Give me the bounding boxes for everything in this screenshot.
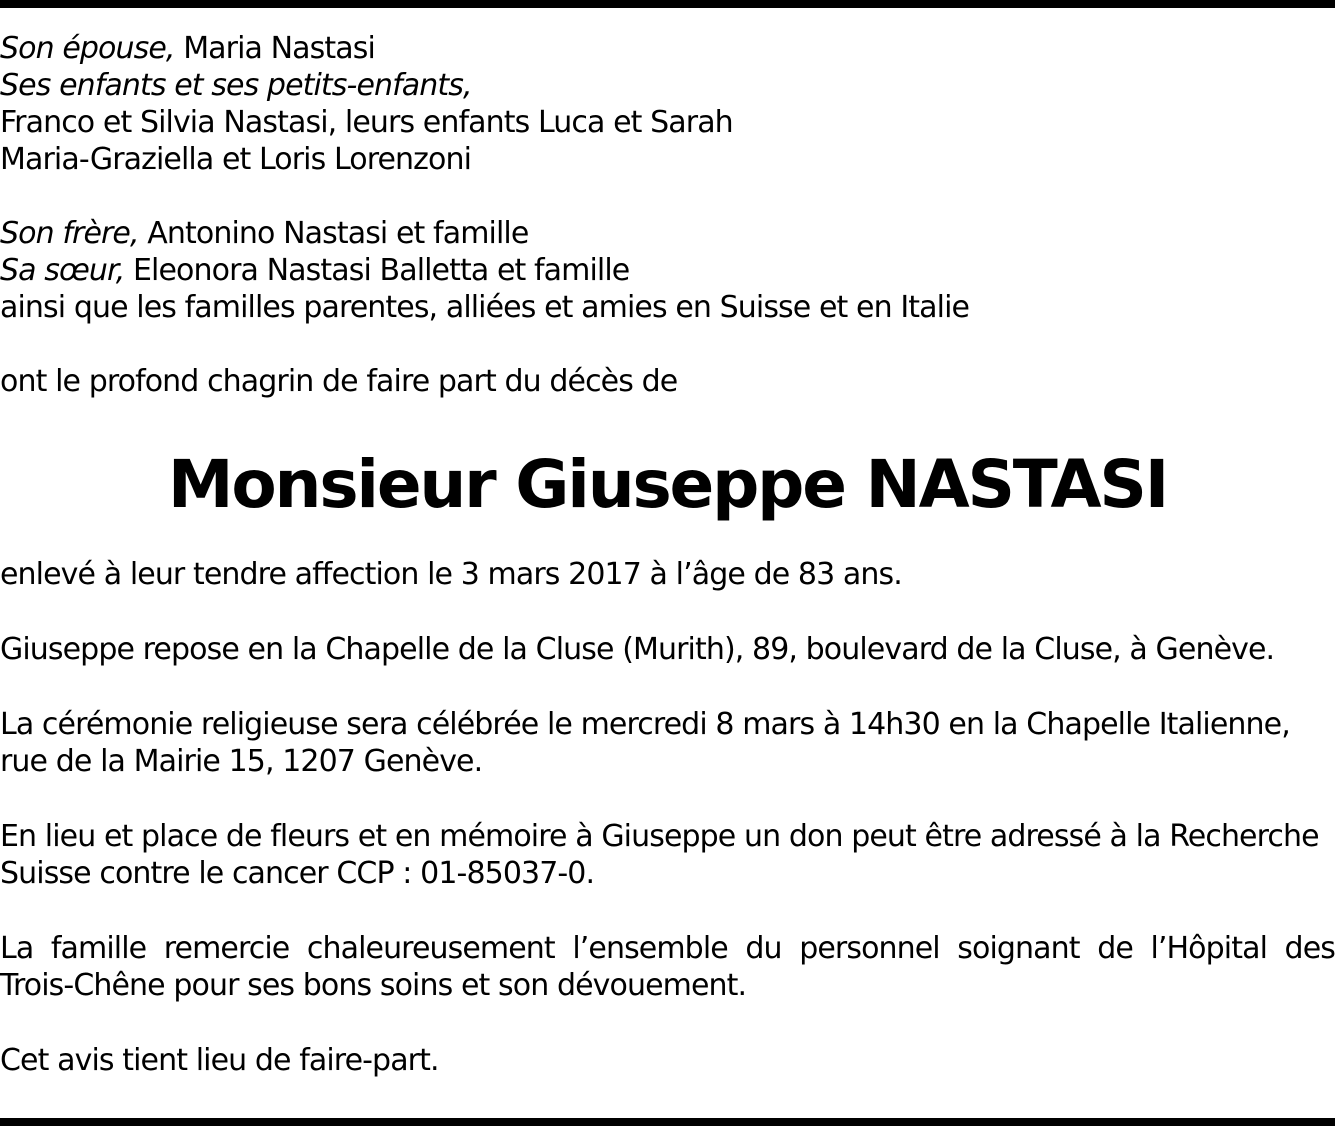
- children-line-2: Maria-Graziella et Loris Lorenzoni: [0, 142, 472, 177]
- spacer: [0, 780, 1335, 818]
- sister-name: Eleonora Nastasi Balletta et famille: [133, 253, 630, 288]
- thanks-line-1: La famille remercie chaleureusement l’ensemble du personnel soignant de l’Hôpital des: [0, 931, 1335, 966]
- donation-line-1: En lieu et place de fleurs et en mémoire à Giuseppe un don peut être adressé à la Recherche: [0, 819, 1319, 854]
- spacer: [0, 178, 1335, 215]
- spacer: [0, 668, 1335, 706]
- spacer: [0, 1004, 1335, 1042]
- spacer: [0, 523, 1335, 556]
- sister-line: [0, 252, 1335, 289]
- brother-line: [0, 215, 1335, 252]
- repose-line: Giuseppe repose en la Chapelle de la Cluse (Murith), 89, boulevard de la Cluse, à Genève.: [0, 632, 1275, 667]
- spouse-label: Son épouse,: [0, 31, 175, 66]
- children-line-1: Franco et Silvia Nastasi, leurs enfants Luca et Sarah: [0, 105, 733, 140]
- spacer: [0, 593, 1335, 631]
- children-label: Ses enfants et ses petits-enfants,: [0, 68, 472, 103]
- brother-name: Antonino Nastasi et famille: [147, 216, 529, 251]
- death-info-line: enlevé à leur tendre affection le 3 mars 2017 à l’âge de 83 ans.: [0, 557, 902, 592]
- spouse-name: Maria Nastasi: [183, 31, 375, 66]
- thanks-line-2: Trois-Chêne pour ses bons soins et son dévouement.: [0, 968, 747, 1003]
- spacer: [0, 400, 1335, 447]
- relatives-line: ainsi que les familles parentes, alliées et amies en Suisse et en Italie: [0, 290, 970, 325]
- top-border-rule: [0, 0, 1335, 8]
- spacer: [0, 892, 1335, 930]
- announcement-line: ont le profond chagrin de faire part du décès de: [0, 364, 678, 399]
- ceremony-line-1: La cérémonie religieuse sera célébrée le mercredi 8 mars à 14h30 en la Chapelle Italienne,: [0, 707, 1290, 742]
- brother-label: Son frère,: [0, 216, 139, 251]
- spacer: [0, 326, 1335, 363]
- deceased-name: Monsieur Giuseppe NASTASI: [167, 446, 1168, 523]
- bottom-border-rule: [0, 1118, 1335, 1126]
- ceremony-line-2: rue de la Mairie 15, 1207 Genève.: [0, 744, 483, 779]
- closing-line: Cet avis tient lieu de faire-part.: [0, 1043, 439, 1078]
- donation-line-2: Suisse contre le cancer CCP : 01-85037-0.: [0, 856, 595, 891]
- sister-label: Sa sœur,: [0, 253, 125, 288]
- children-label-line: [0, 67, 1335, 104]
- death-notice: [0, 30, 1335, 1079]
- spouse-line: [0, 30, 1335, 67]
